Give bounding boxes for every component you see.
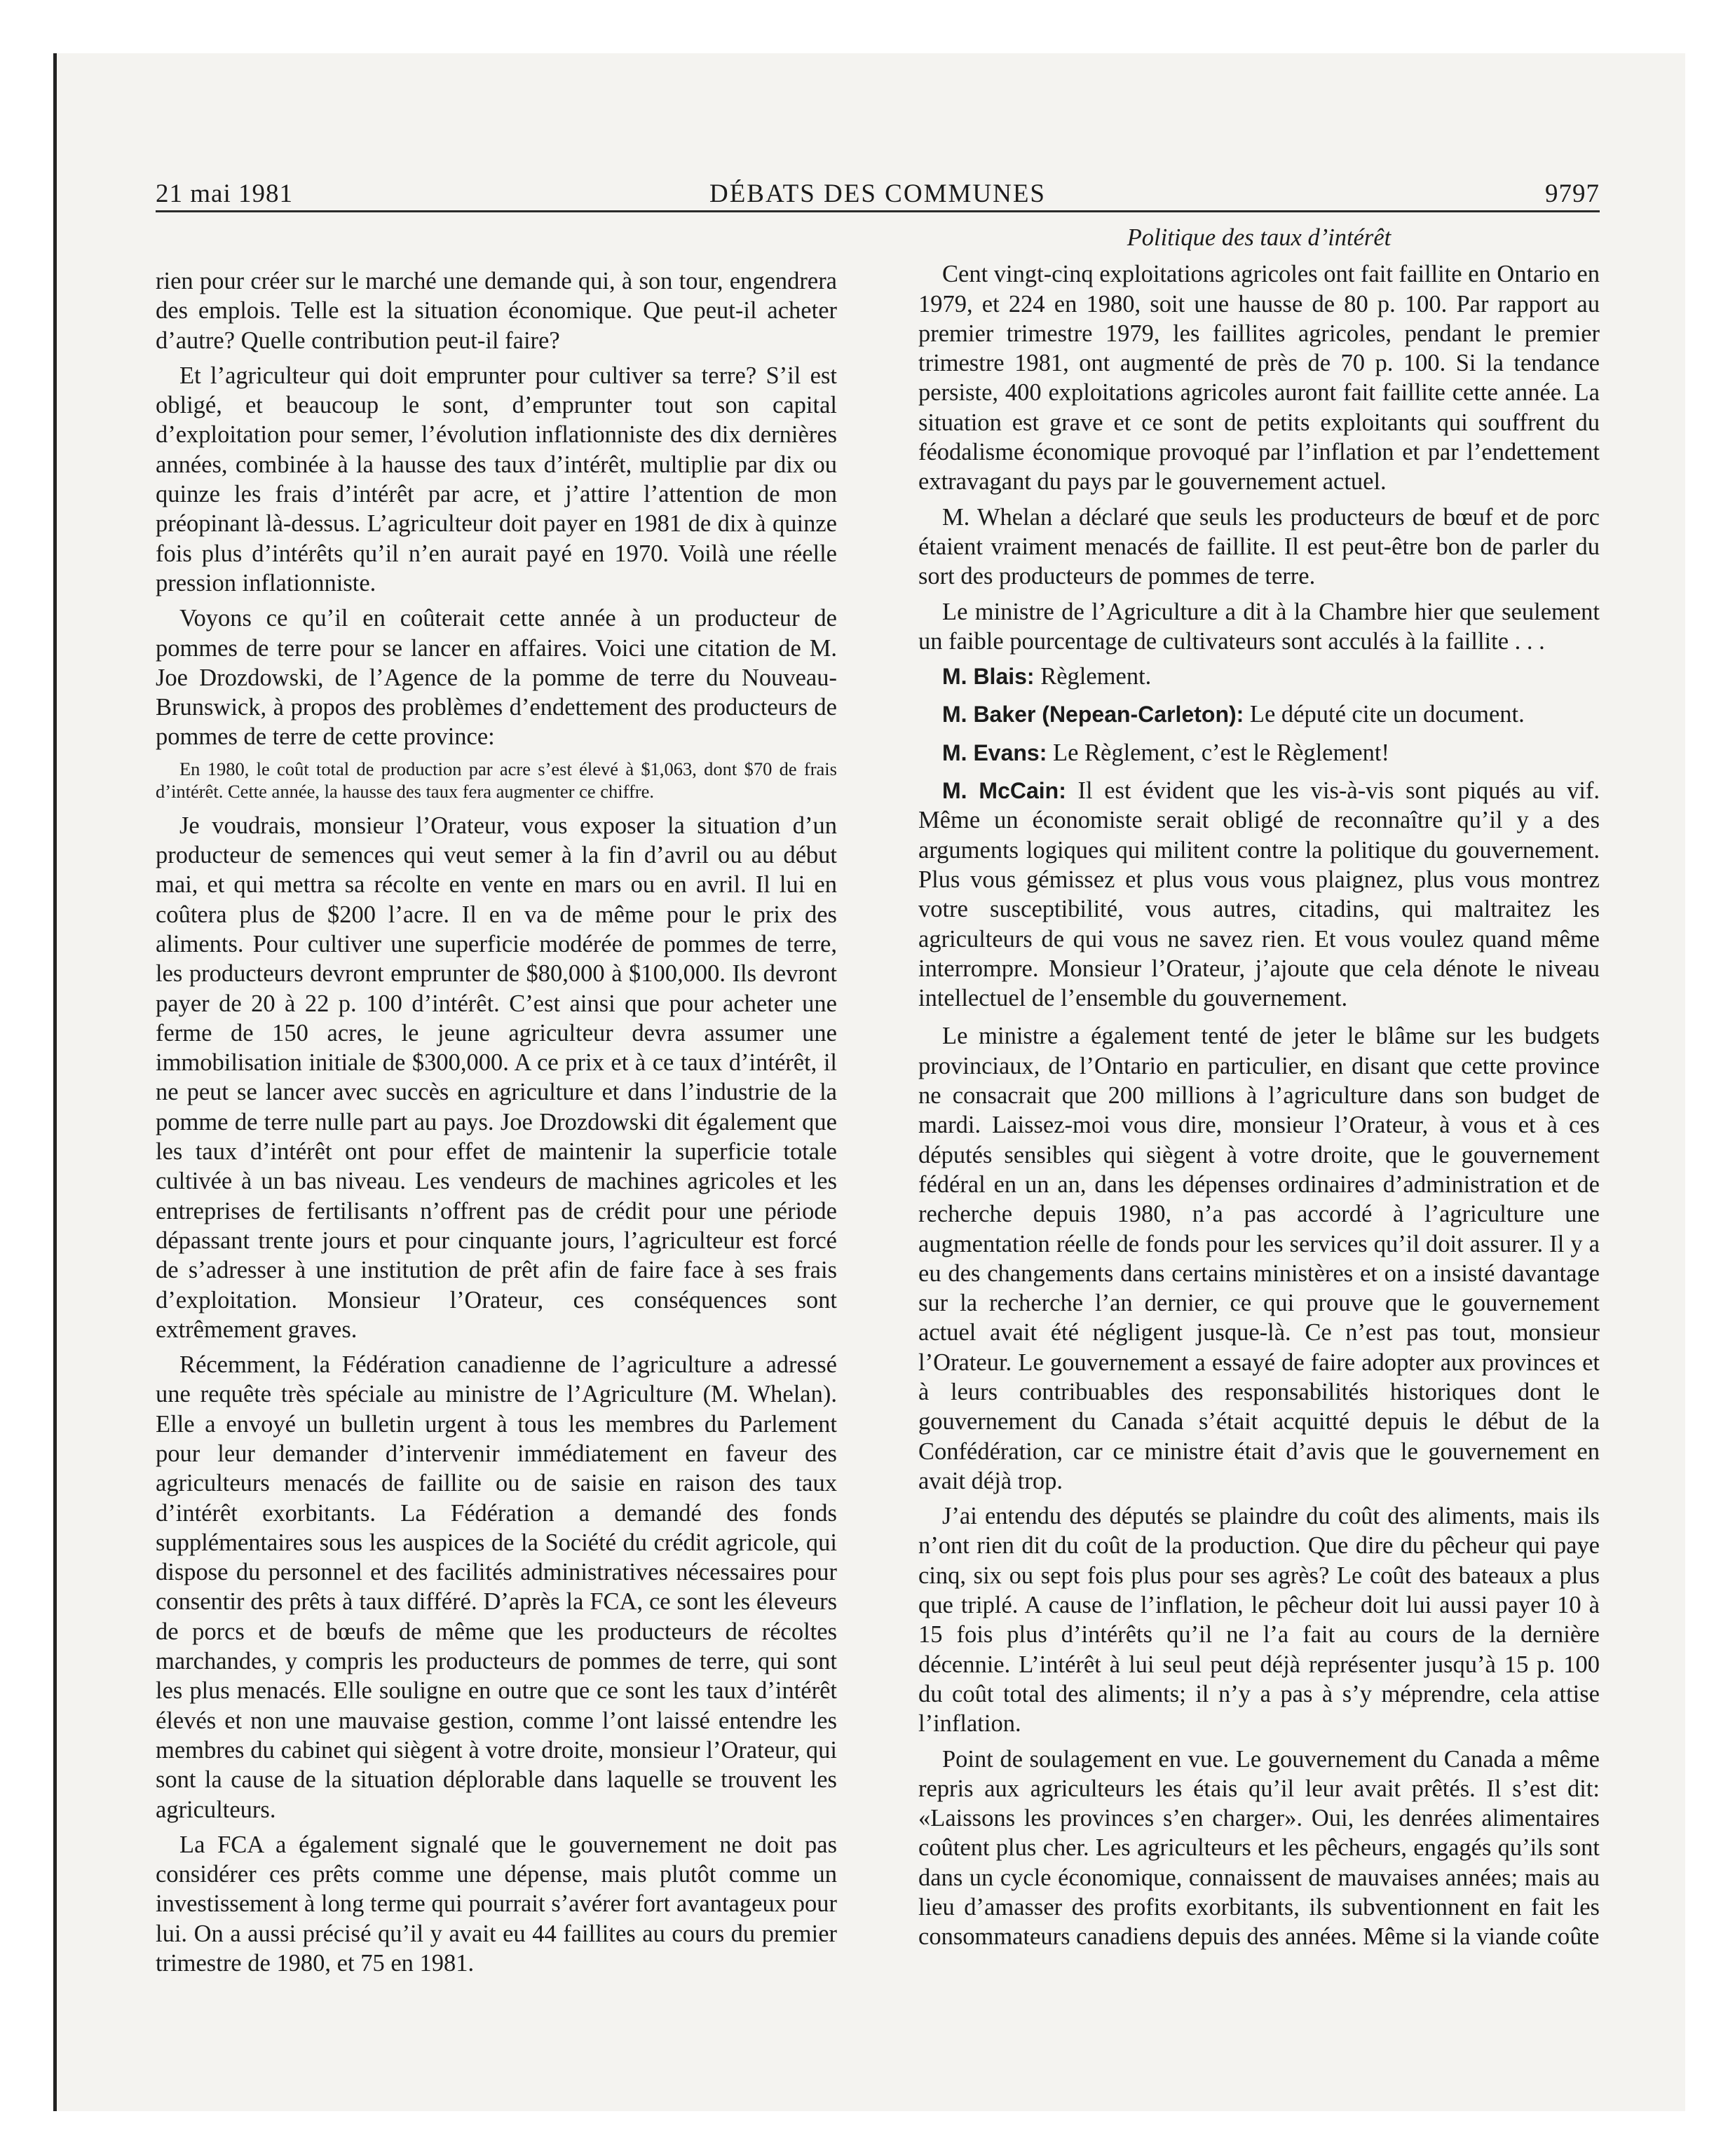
header-title: DÉBATS DES COMMUNES bbox=[709, 179, 1046, 208]
paragraph: Point de soulagement en vue. Le gouvernement du Canada a même repris aux agriculteurs les étais qu’il leur avait prêtés. Il s’est dit: «Laissons les provinces s’en charger». Oui, les denrées alimentaires coûtent plus cher. Les agriculteurs et les pêcheurs, engagés qu’ils sont dans un cycle économique, connaissent de mauvaises années; mais au lieu d’amasser des profits exorbitants, ils subventionnent en fait les consommateurs canadiens depuis des années. Même si la viande coûte bbox=[918, 1745, 1600, 1951]
paragraph: La FCA a également signalé que le gouvernement ne doit pas considérer ces prêts comme une dépense, mais plutôt comme un investissement à long terme qui pourrait s’avérer fort avantageux pour lui. On a aussi précisé qu’il y avait eu 44 faillites au cours du premier trimestre de 1980, et 75 en 1981. bbox=[156, 1831, 837, 1977]
left-column bbox=[156, 266, 837, 1984]
block-quote: En 1980, le coût total de production par acre s’est élevé à $1,063, dont $70 de frais d’intérêt. Cette année, la hausse des taux fera augmenter ce chiffre. bbox=[156, 758, 837, 802]
right-column bbox=[918, 223, 1600, 1958]
paragraph: M. Whelan a déclaré que seuls les producteurs de bœuf et de porc étaient vraiment menacés de faillite. Il est peut-être bon de parler du sort des producteurs de pommes de terre. bbox=[918, 503, 1600, 590]
speech-text: Le Règlement, c’est le Règlement! bbox=[1053, 739, 1389, 766]
speaker-name: M. Blais: bbox=[942, 664, 1035, 690]
section-title: Politique des taux d’intérêt bbox=[1127, 224, 1392, 251]
paragraph: Je voudrais, monsieur l’Orateur, vous exposer la situation d’un producteur de semences qui veut semer à la fin d’avril ou au début mai, et qui mettra sa récolte en vente en mars ou en avril. Il lui en coûtera plus de $200 l’acre. Il en va de même pour le prix des aliments. Pour cultiver une superficie modérée de pommes de terre, les producteurs devront emprunter de $80,000 à $100,000. Ils devront payer de 20 à 22 p. 100 d’intérêt. C’est ainsi que pour acheter une ferme de 150 acres, le jeune agriculteur devra assumer une immobilisation initiale de $300,000. A ce prix et à ce taux d’intérêt, il ne peut se lancer avec succès en agriculture et dans l’industrie de la pomme de terre nulle part au pays. Joe Drozdowski dit également que les taux d’intérêt ont pour effet de maintenir la superficie totale cultivée à un bas niveau. Les vendeurs de machines agricoles et les entreprises de fertilisants n’offrent pas de crédit pour une période dépassant trente jours et pour cinquante jours, l’agriculteur est forcé de s’adresser à une institution de prêt afin de faire face à ses frais d’exploitation. Monsieur l’Orateur, ces conséquences sont extrêmement graves. bbox=[156, 812, 837, 1343]
speaker-name: M. Baker (Nepean-Carleton): bbox=[942, 702, 1244, 728]
header-page-number: 9797 bbox=[1545, 179, 1600, 208]
header-date: 21 mai 1981 bbox=[156, 179, 293, 208]
paragraph: Voyons ce qu’il en coûterait cette année à un producteur de pommes de terre pour se lancer en affaires. Voici une citation de M. Joe Drozdowski, de l’Agence de la pomme de terre du Nouveau-Brunswick, à propos des problèmes d’endettement des producteurs de pommes de terre de cette province: bbox=[156, 605, 837, 751]
interjection bbox=[918, 662, 1600, 691]
paragraph: Le ministre a également tenté de jeter le blâme sur les budgets provinciaux, de l’Ontario en particulier, en disant que cette province ne consacrait que 200 millions à l’agriculture dans son budget de mardi. Laissez-moi vous dire, monsieur l’Orateur, à vous et à ces députés sensibles qui siègent à votre droite, que le gouvernement fédéral en un an, dans les dépenses ordinaires d’administration et de recherche depuis 1980, n’a pas accordé à l’agriculture une augmentation réelle de fonds pour les services qu’il doit assurer. Il y a eu des changements dans certains ministères et on a insisté davantage sur la recherche l’an dernier, ce qui prouve que le gouvernement actuel avait été négligent jusque-là. Ce n’est pas tout, monsieur l’Orateur. Le gouvernement a essayé de faire adopter aux provinces et à leurs contribuables des responsabilités historiques dont le gouvernement du Canada s’était acquitté depuis le début de la Confédération, car ce ministre était d’avis que le gouvernement en avait déjà trop. bbox=[918, 1023, 1600, 1494]
speech-text: Règlement. bbox=[1040, 663, 1152, 690]
speech-text: Il est évident que les vis-à-vis sont piqués au vif. Même un économiste serait obligé de reconnaître qu’il y a des arguments logiques qui militent contre la politique du gouvernement. Plus vous gémissez et plus vous vous plaignez, plus vous montrez votre susceptibilité, vous autres, citadins, qui maltraitez les agriculteurs de qui vous ne savez rien. Et vous voulez quand même interrompre. Monsieur l’Orateur, j’ajoute que cela dénote le niveau intellectuel de l’ensemble du gouvernement. bbox=[918, 777, 1600, 1012]
paragraph: Cent vingt-cinq exploitations agricoles ont fait faillite en Ontario en 1979, et 224 en 1980, soit une hausse de 80 p. 100. Par rapport au premier trimestre 1979, les faillites agricoles, pendant le premier trimestre 1981, ont augmenté de près de 70 p. 100. Si la tendance persiste, 400 exploitations agricoles auront fait faillite cette année. La situation est grave et ce sont de petits exploitants qui souffrent du féodalisme économique provoqué par l’inflation et par l’endettement extravagant du pays par le gouvernement actuel. bbox=[918, 261, 1600, 496]
interjection bbox=[918, 738, 1600, 767]
speaker-name: M. McCain: bbox=[942, 778, 1066, 804]
paragraph: rien pour créer sur le marché une demande qui, à son tour, engendrera des emplois. Telle est la situation économique. Que peut-il acheter d’autre? Quelle contribution peut-il faire? bbox=[156, 268, 837, 354]
paragraph: Récemment, la Fédération canadienne de l’agriculture a adressé une requête très spéciale au ministre de l’Agriculture (M. Whelan). Elle a envoyé un bulletin urgent à tous les membres du Parlement pour leur demander d’intervenir immédiatement en faveur des agriculteurs menacés de faillite ou de saisie en raison des taux d’intérêt exorbitants. La Fédération a demandé des fonds supplémentaires sous les auspices de la Société du crédit agricole, qui dispose du personnel et des facilités administratives nécessaires pour consentir des prêts à taux différé. D’après la FCA, ce sont les éleveurs de porcs et de bœufs de même que les producteurs de récoltes marchandes, y compris les producteurs de pommes de terre, qui sont les plus menacés. Elle souligne en outre que ce sont les taux d’intérêt élevés et non une mauvaise gestion, comme l’ont laissé entendre les membres du cabinet qui siègent à votre droite, monsieur l’Orateur, qui sont la cause de la situation déplorable dans laquelle se trouvent les agriculteurs. bbox=[156, 1351, 837, 1823]
page-header bbox=[156, 178, 1600, 212]
speech-text: Le député cite un document. bbox=[1249, 701, 1525, 728]
paragraph: Le ministre de l’Agriculture a dit à la Chambre hier que seulement un faible pourcentage de cultivateurs sont acculés à la faillite . . . bbox=[918, 598, 1600, 655]
interjection bbox=[918, 776, 1600, 1013]
paragraph: Et l’agriculteur qui doit emprunter pour cultiver sa terre? S’il est obligé, et beaucoup le sont, d’emprunter tout son capital d’exploitation pour semer, l’évolution inflationniste des dix dernières années, combinée à la hausse des taux d’intérêt, multiplie par dix ou quinze les frais d’intérêt par acre, et j’attire l’attention de mon préopinant là-dessus. L’agriculteur doit payer en 1981 de dix à quinze fois plus d’intérêts qu’il n’en aurait payé en 1970. Voilà une réelle pression inflationniste. bbox=[156, 362, 837, 596]
scan-edge bbox=[53, 53, 57, 2111]
paragraph: J’ai entendu des députés se plaindre du coût des aliments, mais ils n’ont rien dit du coût de la production. Que dire du pêcheur qui paye cinq, six ou sept fois plus pour ses agrès? Le coût des bateaux a plus que triplé. A cause de l’inflation, le pêcheur doit lui aussi payer 10 à 15 fois plus d’intérêts qu’il ne l’a fait au cours de la dernière décennie. L’intérêt à lui seul peut déjà représenter jusqu’à 15 p. 100 du coût total des aliments; il n’y a pas à s’y méprendre, cela attise l’inflation. bbox=[918, 1503, 1600, 1738]
speaker-name: M. Evans: bbox=[942, 739, 1047, 765]
interjection bbox=[918, 700, 1600, 729]
